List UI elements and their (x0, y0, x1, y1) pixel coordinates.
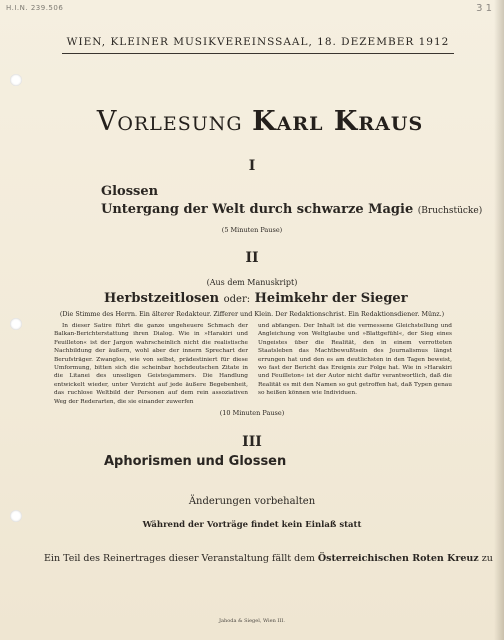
part1-line1: Glossen (101, 184, 159, 199)
printer-imprint: Jahoda & Siegel, Wien III. (219, 618, 285, 624)
part2-title-a: Herbstzeitlosen (104, 291, 220, 306)
punch-hole-middle (10, 318, 22, 330)
archive-stamp: H.I.N. 239.506 (6, 4, 64, 12)
part2-title (104, 291, 408, 306)
part2-cast: (Die Stimme des Herrn. Ein älterer Redakteur. Zifferer und Klein. Der Redaktionschrist. Ein Redaktionsdiener. Münz.) (59, 310, 445, 318)
no-entry-notice: Während der Vorträge findet kein Einlaß statt (142, 520, 362, 530)
part2-oder: oder: (223, 294, 251, 305)
part2-description-right: und abfangen. Der Inhalt ist die vermessene Gleichstellung und Angleichung von Weltglaube und »Blattgefühl«, der Sieg eines Ungeistes über die Realität, den in einem verrotteten Staatsleben das Machtbewußtsein des Journalismus längst errungen hat und den es am deutlichsten in den Tagen beweist, wo fast der Bericht das Ereignis zur Folge hat. Wie in »Harakiri und Feuilleton« ist der Autor nicht dafür verantwortlich, daß die Realität es mit den Namen so gut getroffen hat, daß Typen genau so heißen können wie Individuen. (258, 323, 452, 397)
header-rule (62, 53, 454, 54)
venue-date-header: WIEN, KLEINER MUSIKVEREINSSAAL, 18. DEZEMBER 1912 (66, 36, 450, 48)
pause-2: (10 Minuten Pause) (219, 409, 285, 417)
proceeds-beneficiary: Österreichischen Roten Kreuz (317, 553, 479, 564)
proceeds-text: Ein Teil des Reinertrages dieser Veranstaltung fällt dem (44, 553, 315, 564)
proceeds-notice (44, 553, 493, 564)
page-edge-shadow (494, 0, 504, 640)
punch-hole-top (10, 74, 22, 86)
title-name: Karl Kraus (252, 106, 424, 137)
part1-line2-text: Untergang der Welt durch schwarze Magie (101, 202, 414, 217)
part1-line2 (101, 202, 482, 217)
title-prefix: Vorlesung (96, 106, 243, 137)
proceeds-tail: zu (481, 553, 493, 564)
part2-title-b: Heimkehr der Sieger (254, 291, 408, 306)
part-numeral-2: II (245, 250, 259, 266)
part2-source: (Aus dem Manuskript) (206, 278, 298, 287)
pause-1: (5 Minuten Pause) (221, 226, 283, 234)
part2-description-left: In dieser Satire führt die ganze ungeheuere Schmach der Balkan-Berichterstattung ihren Dialog. Wie in »Harakiri und Feuilleton« ist der Jargon wahrscheinlich nicht die realistische Nachbildung der äußern, wohl aber der innern Sprechart der Berufsträger. Zwanglos, wie von selbst, prädestiniert für diese Umformung, bitten sich die scheinbar hochdeutschen Zitate in die Litanei des unseligen Geistesjammers. Die Handlung entwickelt wieder, unter Verzicht auf jede äußere Begebenheit, das ruchlose Weltbild der Personen auf dem rein assoziativen Weg der Rederarten, die sie einander zuwerfen (54, 323, 248, 405)
changes-notice: Änderungen vorbehalten (188, 496, 316, 507)
part1-line2-note: (Bruchstücke) (417, 206, 483, 216)
part-numeral-3: III (242, 434, 262, 450)
page-title (40, 106, 480, 137)
part3-line1: Aphorismen und Glossen (104, 454, 287, 469)
corner-number: 3 1 (476, 3, 492, 14)
part-numeral-1: I (248, 158, 256, 174)
